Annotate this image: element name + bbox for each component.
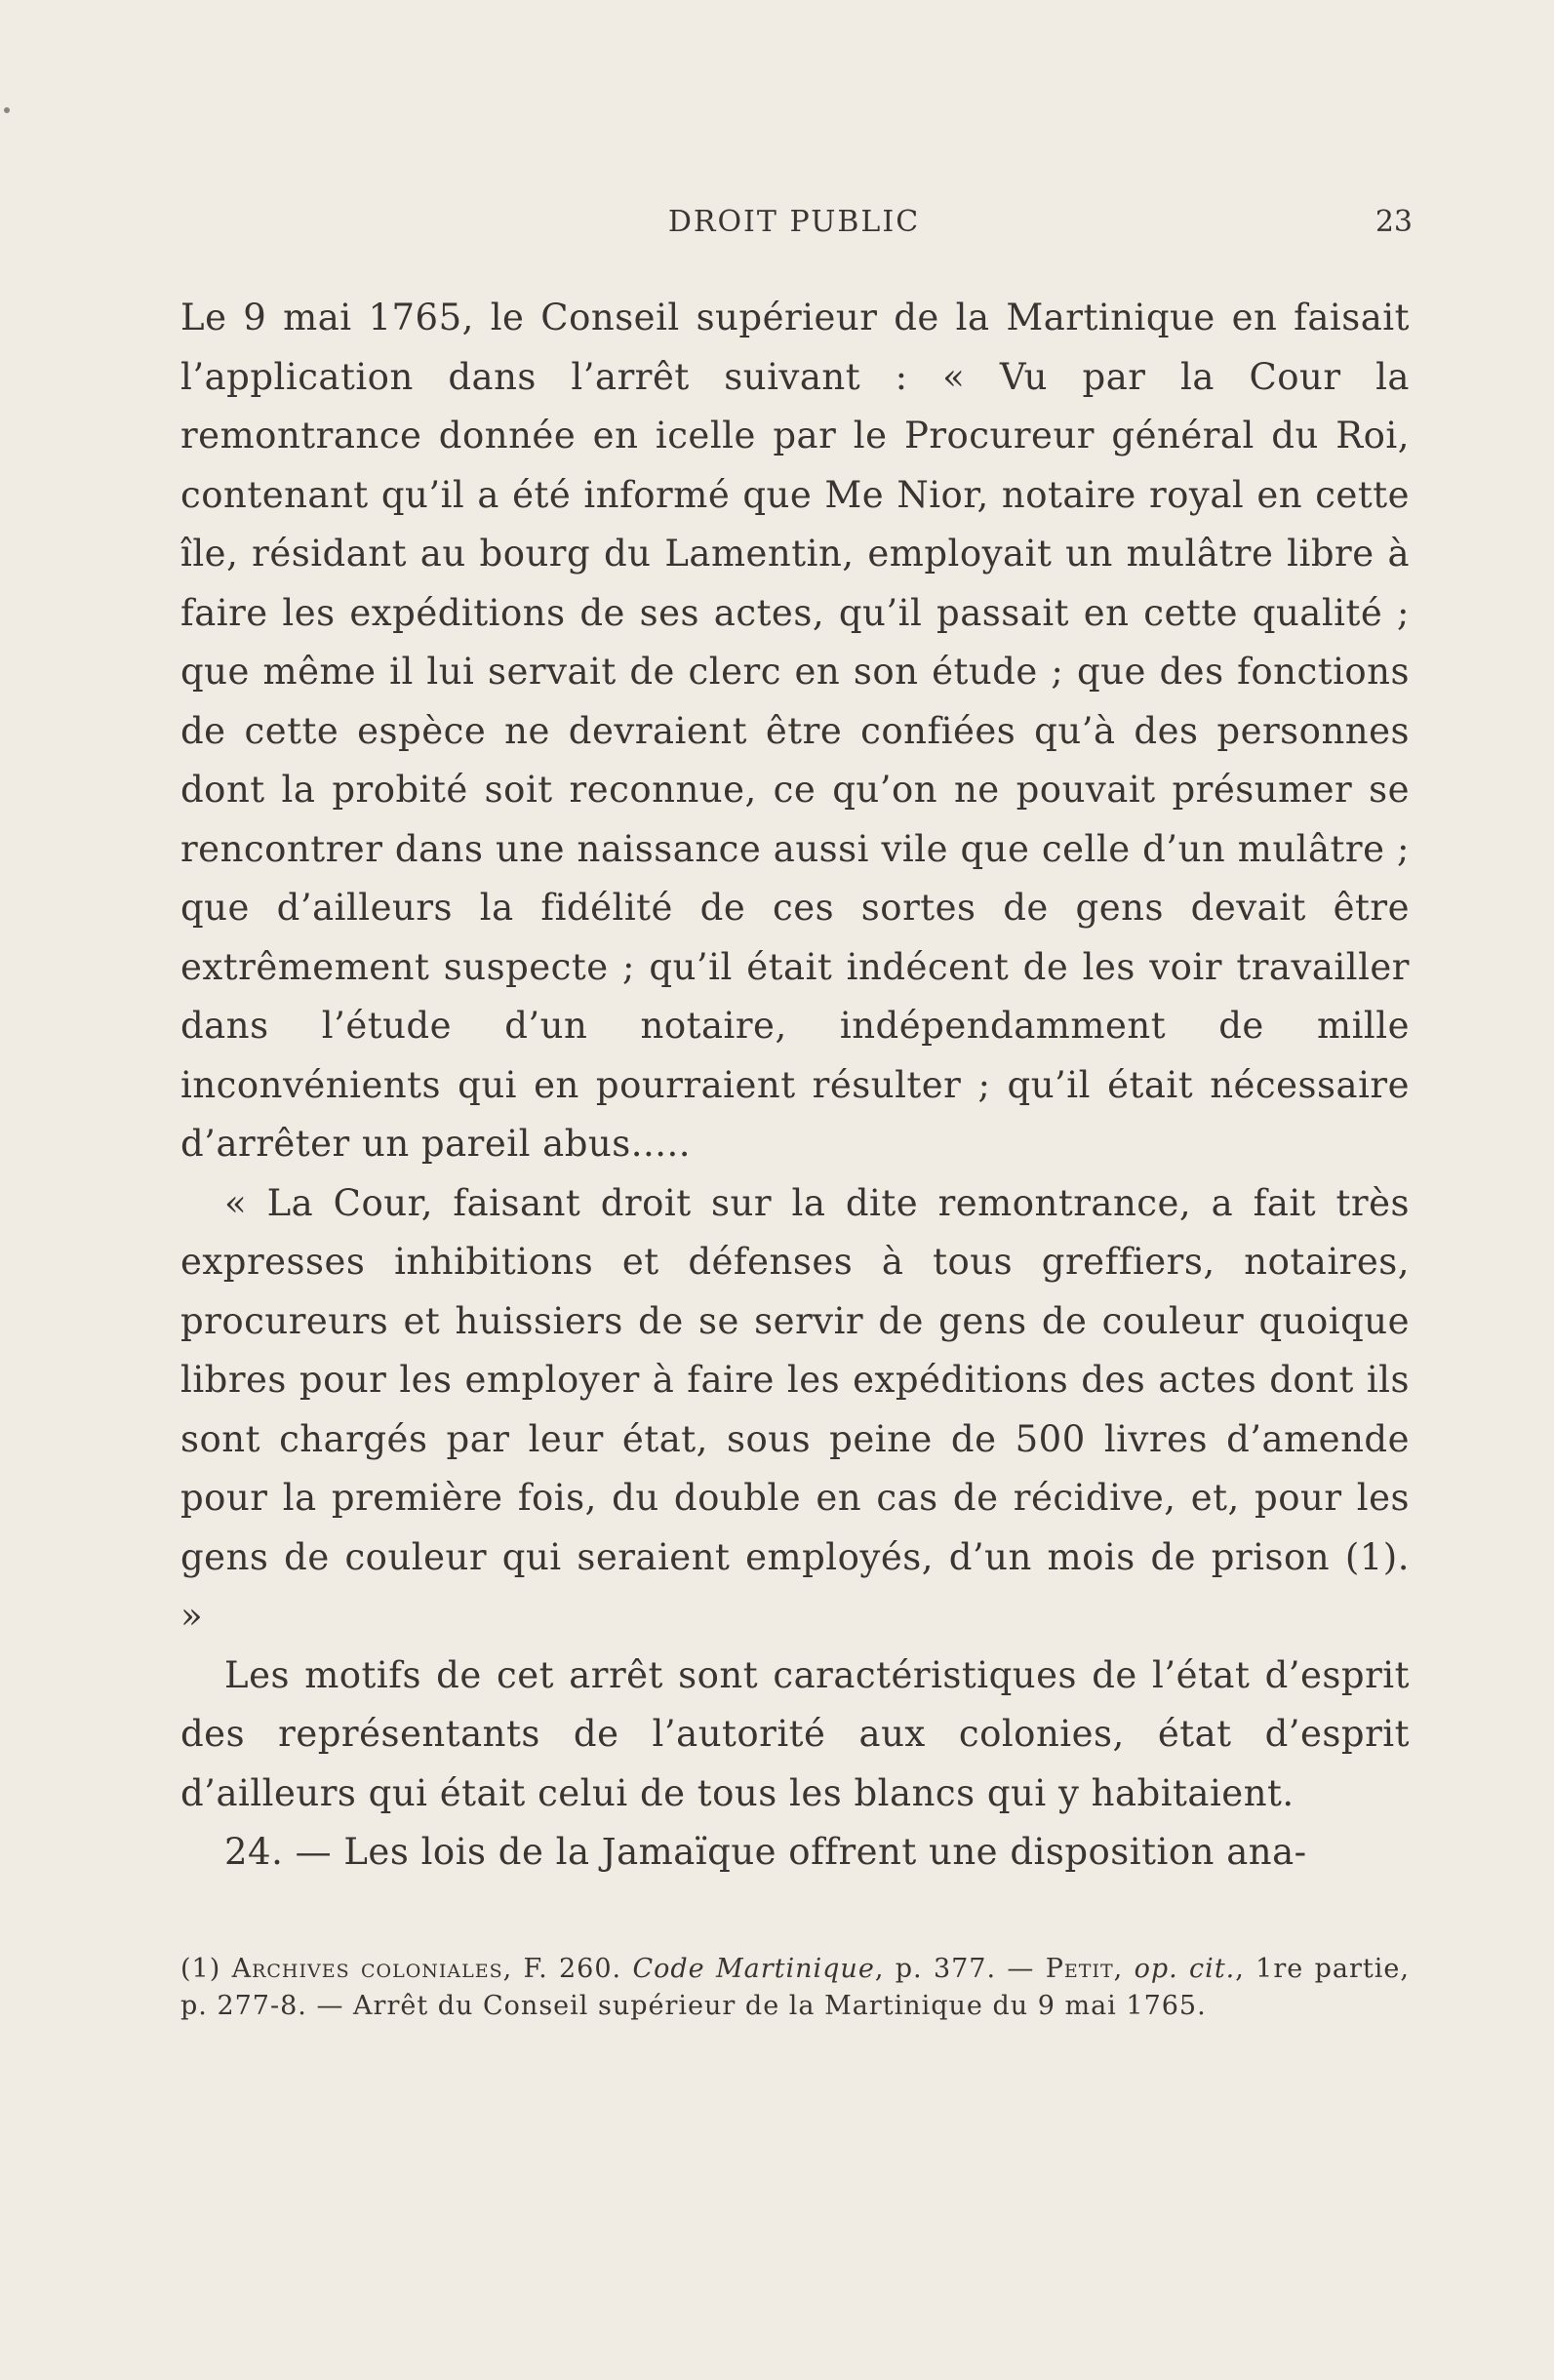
paragraph-3: Les motifs de cet arrêt sont caractéristiques de l’état d’esprit des représentants de l’autorité aux colonies, état d’esprit d’ailleurs qui était celui de tous les blancs qui y habitaient.: [180, 1653, 1410, 1814]
paragraph-2: « La Cour, faisant droit sur la dite remontrance, a fait très expresses inhibitions et défenses à tous greffiers, notaires, procureurs et huissiers de se servir de gens de couleur quoique libres pour les employer à faire les expéditions des actes dont ils sont chargés par leur état, sous peine de 500 livres d’amende pour la première fois, du double en cas de récidive, et, pour les gens de couleur qui seraient employés, d’un mois de prison (1). »: [180, 1181, 1410, 1637]
footnote-ref-1: , F. 260.: [502, 1954, 622, 1984]
footnote-author: Petit: [1045, 1954, 1114, 1984]
body-text: [180, 289, 1410, 1883]
paper-speck: [4, 107, 10, 113]
paragraph-4: 24. — Les lois de la Jamaïque offrent une disposition ana-: [224, 1831, 1307, 1873]
running-head: [176, 205, 1413, 244]
footnote-source: Archives coloniales: [231, 1954, 503, 1984]
page-number: 23: [1375, 205, 1413, 239]
footnote-marker: (1): [180, 1954, 221, 1984]
footnote-rest: , 1re partie, p. 277-8. — Arrêt du Conseil supérieur de la Martinique du 9 mai 1765.: [180, 1954, 1410, 2021]
paragraph-1: Le 9 mai 1765, le Conseil supérieur de la Martinique en faisait l’application dans l’arrêt suivant : « Vu par la Cour la remontrance donnée en icelle par le Procureur général du Roi, contenant qu’il a été informé que Me Nior, notaire royal en cette île, résidant au bourg du Lamentin, employait un mulâtre libre à faire les expéditions de ses actes, qu’il passait en cette qualité ; que même il lui servait de clerc en son étude ; que des fonctions de cette espèce ne devraient être confiées qu’à des personnes dont la probité soit reconnue, ce qu’on ne pouvait présumer se rencontrer dans une naissance aussi vile que celle d’un mulâtre ; que d’ailleurs la fidélité de ces sortes de gens devait être extrêmement suspecte ; qu’il était indécent de les voir travailler dans l’étude d’un notaire, indépendamment de mille inconvénients qui en pourraient résulter ; qu’il était nécessaire d’arrêter un pareil abus.....: [180, 297, 1410, 1165]
running-title: DROIT PUBLIC: [667, 205, 921, 239]
footnote-comma: ,: [1113, 1954, 1124, 1984]
footnote-work-1: Code Martinique: [632, 1954, 875, 1984]
footnote-ref-2: , p. 377. —: [874, 1954, 1035, 1984]
footnote-work-2: op. cit.: [1134, 1954, 1236, 1984]
footnote: [180, 1951, 1410, 2025]
